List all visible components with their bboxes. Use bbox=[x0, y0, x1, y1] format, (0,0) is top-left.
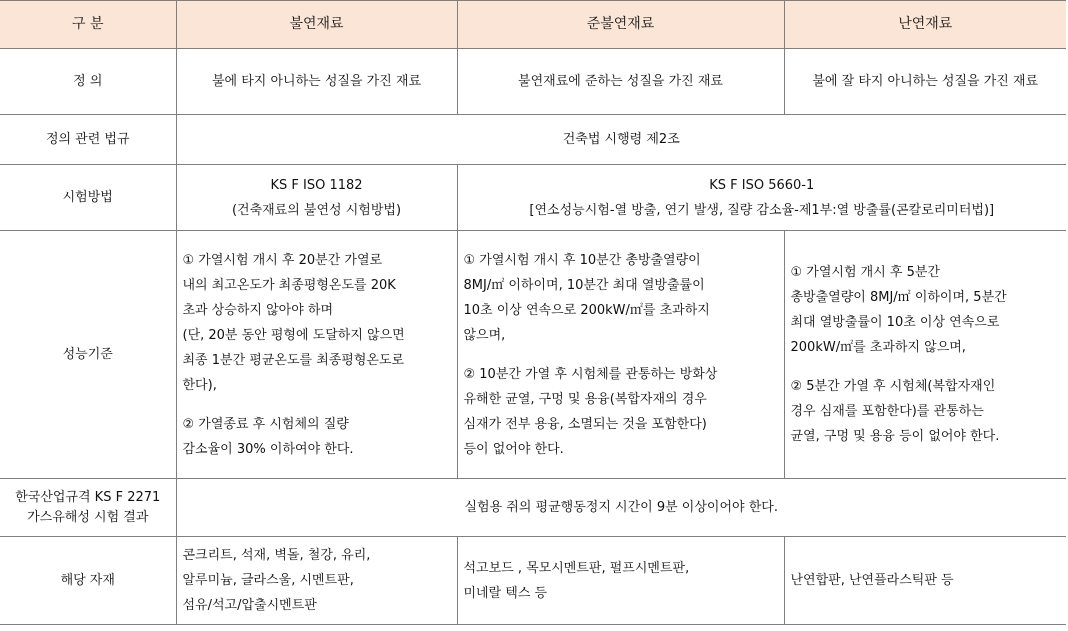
header-category: 구 분 bbox=[0, 1, 176, 49]
regulation-label: 정의 관련 법규 bbox=[0, 115, 176, 165]
test-method-standard-5660: KS F ISO 5660-1 bbox=[709, 177, 815, 193]
definition-noncombustible: 불에 타지 아니하는 성질을 가진 재료 bbox=[176, 49, 457, 115]
materials-line: 난연합판, 난연플라스틱판 등 bbox=[790, 573, 954, 588]
test-method-label: 시험방법 bbox=[0, 165, 176, 231]
materials-label: 해당 자재 bbox=[0, 537, 176, 625]
performance-line: ① 가열시험 개시 후 5분간 bbox=[790, 265, 940, 280]
test-method-standard-1182-title: (건축재료의 불연성 시험방법) bbox=[231, 202, 402, 218]
performance-line: ① 가열시험 개시 후 20분간 가열로 bbox=[182, 252, 383, 268]
regulation-row bbox=[0, 115, 1066, 165]
performance-line: 10초 이상 연속으로 200kW/㎡를 초과하지 bbox=[463, 302, 710, 318]
definition-row bbox=[0, 49, 1066, 115]
header-quasi-noncombustible: 준불연재료 bbox=[457, 1, 784, 49]
performance-line: 균열, 구멍 및 용융 등이 없어야 한다. bbox=[790, 429, 1000, 444]
performance-line: 한다), bbox=[182, 377, 217, 393]
performance-line: 경우 심재를 포함한다)를 관통하는 bbox=[790, 404, 984, 419]
regulation-value: 건축법 시행령 제2조 bbox=[176, 115, 1066, 165]
performance-line: 총방출열량이 8MJ/㎡ 이하이며, 5분간 bbox=[790, 290, 1007, 305]
materials-quasi-noncombustible bbox=[457, 537, 784, 625]
performance-line: ① 가열시험 개시 후 10분간 총방출열량이 bbox=[463, 252, 701, 268]
test-method-standard-5660-title: [연소성능시험-열 방출, 연기 발생, 질량 감소율-제1부:열 방출률(콘칼로리미터법)] bbox=[529, 202, 995, 218]
performance-line: 최대 열방출률이 10초 이상 연속으로 bbox=[790, 315, 1000, 330]
performance-line: 유해한 균열, 구멍 및 용융(복합자재의 경우 bbox=[463, 391, 707, 407]
definition-quasi-noncombustible: 불연재료에 준하는 성질을 가진 재료 bbox=[457, 49, 784, 115]
test-method-standard-1182: KS F ISO 1182 bbox=[270, 177, 363, 193]
performance-line: 등이 없어야 한다. bbox=[463, 441, 564, 457]
header-row bbox=[0, 1, 1066, 49]
performance-line: 최종 1분간 평균온도를 최종평형온도로 bbox=[182, 352, 405, 368]
materials-line: 콘크리트, 석재, 벽돌, 철강, 유리, bbox=[182, 548, 371, 563]
materials-line: 미네랄 텍스 등 bbox=[463, 585, 548, 601]
definition-flame-retardant: 불에 잘 타지 아니하는 성질을 가진 재료 bbox=[784, 49, 1066, 115]
definition-label: 정 의 bbox=[0, 49, 176, 115]
test-method-row bbox=[0, 165, 1066, 231]
gas-toxicity-label-line2: 가스유해성 시험 결과 bbox=[27, 509, 149, 525]
test-method-quasi-and-retardant bbox=[457, 165, 1066, 231]
gas-toxicity-row bbox=[0, 479, 1066, 537]
performance-line: 내의 최고온도가 최종평형온도를 20K bbox=[182, 277, 396, 293]
performance-flame-retardant bbox=[784, 231, 1066, 479]
performance-noncombustible bbox=[176, 231, 457, 479]
performance-gap bbox=[464, 348, 778, 362]
materials-line: 섬유/석고/압출시멘트판 bbox=[182, 598, 317, 613]
gas-toxicity-value: 실험용 쥐의 평균행동정지 시간이 9분 이상이어야 한다. bbox=[176, 479, 1066, 537]
materials-flame-retardant bbox=[784, 537, 1066, 625]
test-method-noncombustible bbox=[176, 165, 457, 231]
performance-line: 심재가 전부 용융, 소멸되는 것을 포함한다) bbox=[463, 416, 707, 432]
performance-line: 감소율이 30% 이하여야 한다. bbox=[182, 441, 354, 457]
performance-quasi-noncombustible bbox=[457, 231, 784, 479]
performance-line: ② 10분간 가열 후 시험체를 관통하는 방화상 bbox=[463, 366, 718, 382]
performance-line: ② 5분간 가열 후 시험체(복합자재인 bbox=[790, 379, 996, 394]
performance-line: 200kW/㎡를 초과하지 않으며, bbox=[790, 340, 966, 355]
performance-line: 초과 상승하지 않아야 하며 bbox=[182, 302, 334, 318]
header-flame-retardant: 난연재료 bbox=[784, 1, 1066, 49]
performance-line: (단, 20분 동안 평형에 도달하지 않으면 bbox=[182, 327, 405, 343]
header-noncombustible: 불연재료 bbox=[176, 1, 457, 49]
performance-label: 성능기준 bbox=[0, 231, 176, 479]
gas-toxicity-label-line1: 한국산업규격 KS F 2271 bbox=[15, 489, 161, 505]
performance-line: 않으며, bbox=[463, 327, 506, 343]
materials-line: 석고보드 , 목모시멘트판, 펄프시멘트판, bbox=[463, 560, 690, 576]
gas-toxicity-label bbox=[0, 479, 176, 537]
materials-noncombustible bbox=[176, 537, 457, 625]
performance-line: 8MJ/㎡ 이하이며, 10분간 최대 열방출률이 bbox=[463, 277, 705, 293]
materials-row bbox=[0, 537, 1066, 625]
performance-gap bbox=[791, 360, 1061, 374]
performance-gap bbox=[183, 398, 451, 412]
performance-line: ② 가열종료 후 시험체의 질량 bbox=[182, 416, 349, 432]
materials-line: 알루미늄, 글라스울, 시멘트판, bbox=[182, 573, 354, 588]
performance-row bbox=[0, 231, 1066, 479]
